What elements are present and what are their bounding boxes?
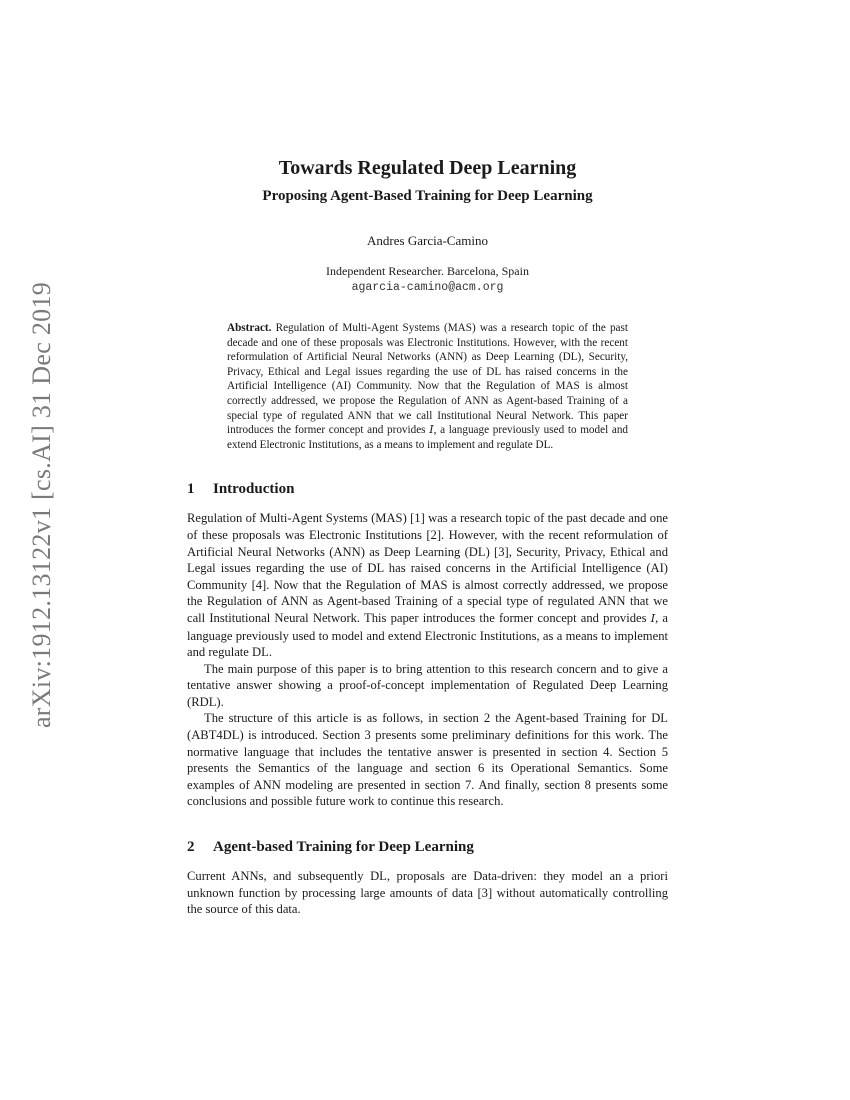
paper-page xyxy=(187,150,668,918)
language-symbol: I xyxy=(650,611,656,625)
abstract xyxy=(227,321,628,452)
language-symbol: I xyxy=(429,423,434,437)
section-heading-agent-based-training xyxy=(187,838,668,856)
paragraph: Current ANNs, and subsequently DL, proposals are Data-driven: they model an a priori unknown function by processing large amounts of data [3] without automatically controlling the source of this data. xyxy=(187,869,668,917)
paragraph-text-end: , a language previously used to model and extend Electronic Institutions, as a means to implement and regulate DL. xyxy=(187,610,668,660)
author-name: Andres Garcia-Camino xyxy=(367,233,488,248)
paper-subtitle: Proposing Agent-Based Training for Deep Learning xyxy=(262,188,593,204)
paragraph: The structure of this article is as follows, in section 2 the Agent-based Training for DL (ABT4DL) is introduced. Section 3 presents some preliminary definitions for this work. The normative language that includes the tentative answer is presented in section 4. Section 5 presents the Semantics of the language and section 6 its Operational Semantics. Some examples of ANN modeling are presented in section 7. And finally, section 8 presents some conclusions and possible future work to continue this research. xyxy=(187,711,668,809)
section-heading-introduction xyxy=(187,480,668,498)
section-number: 1 xyxy=(187,481,195,498)
abstract-label: Abstract. xyxy=(227,322,272,334)
abstract-text-end: , a language previously used to model and extend Electronic Institutions, as a means to implement and regulate DL. xyxy=(227,424,629,451)
paragraph: The main purpose of this paper is to bring attention to this research concern and to give a tentative answer showing a proof-of-concept implementation of Regulated Deep Learning (RDL). xyxy=(187,661,668,709)
paper-title: Towards Regulated Deep Learning xyxy=(278,157,577,179)
paragraph xyxy=(187,510,668,660)
author-affiliation: Independent Researcher. Barcelona, Spain xyxy=(326,264,529,278)
arxiv-identifier: arXiv:1912.13122v1 [cs.AI] 31 Dec 2019 xyxy=(27,281,56,729)
section-title: Introduction xyxy=(213,481,295,498)
section-title: Agent-based Training for Deep Learning xyxy=(213,839,474,856)
author-email: agarcia-camino@acm.org xyxy=(351,281,504,294)
abstract-text: Regulation of Multi-Agent Systems (MAS) was a research topic of the past decade and one of these proposals was Electronic Institutions. However, with the recent reformulation of Artificial Neural Networks (ANN) as Deep Learning (DL), Security, Privacy, Ethical and Legal issues regarding the use of DL has raised concerns in the Artificial Intelligence (AI) Community. Now that the Regulation of MAS is almost correctly addressed, we propose the Regulation of ANN as Agent-based Training of a special type of regulated ANN that we call Institutional Neural Network. This paper introduces the former concept and provides xyxy=(227,322,628,437)
section-number: 2 xyxy=(187,839,195,856)
paragraph-text: Regulation of Multi-Agent Systems (MAS) [1] was a research topic of the past decade and one of these proposals was Electronic Institutions [2]. However, with the recent reformulation of Artificial Neural Networks (ANN) as Deep Learning (DL) [3], Security, Privacy, Ethical and Legal issues regarding the use of DL has raised concerns in the Artificial Intelligence (AI) Community [4]. Now that the Regulation of MAS is almost correctly addressed, we propose the Regulation of ANN as Agent-based Training of a special type of regulated ANN that we call Institutional Neural Network. This paper introduces the former concept and provides xyxy=(187,511,668,625)
